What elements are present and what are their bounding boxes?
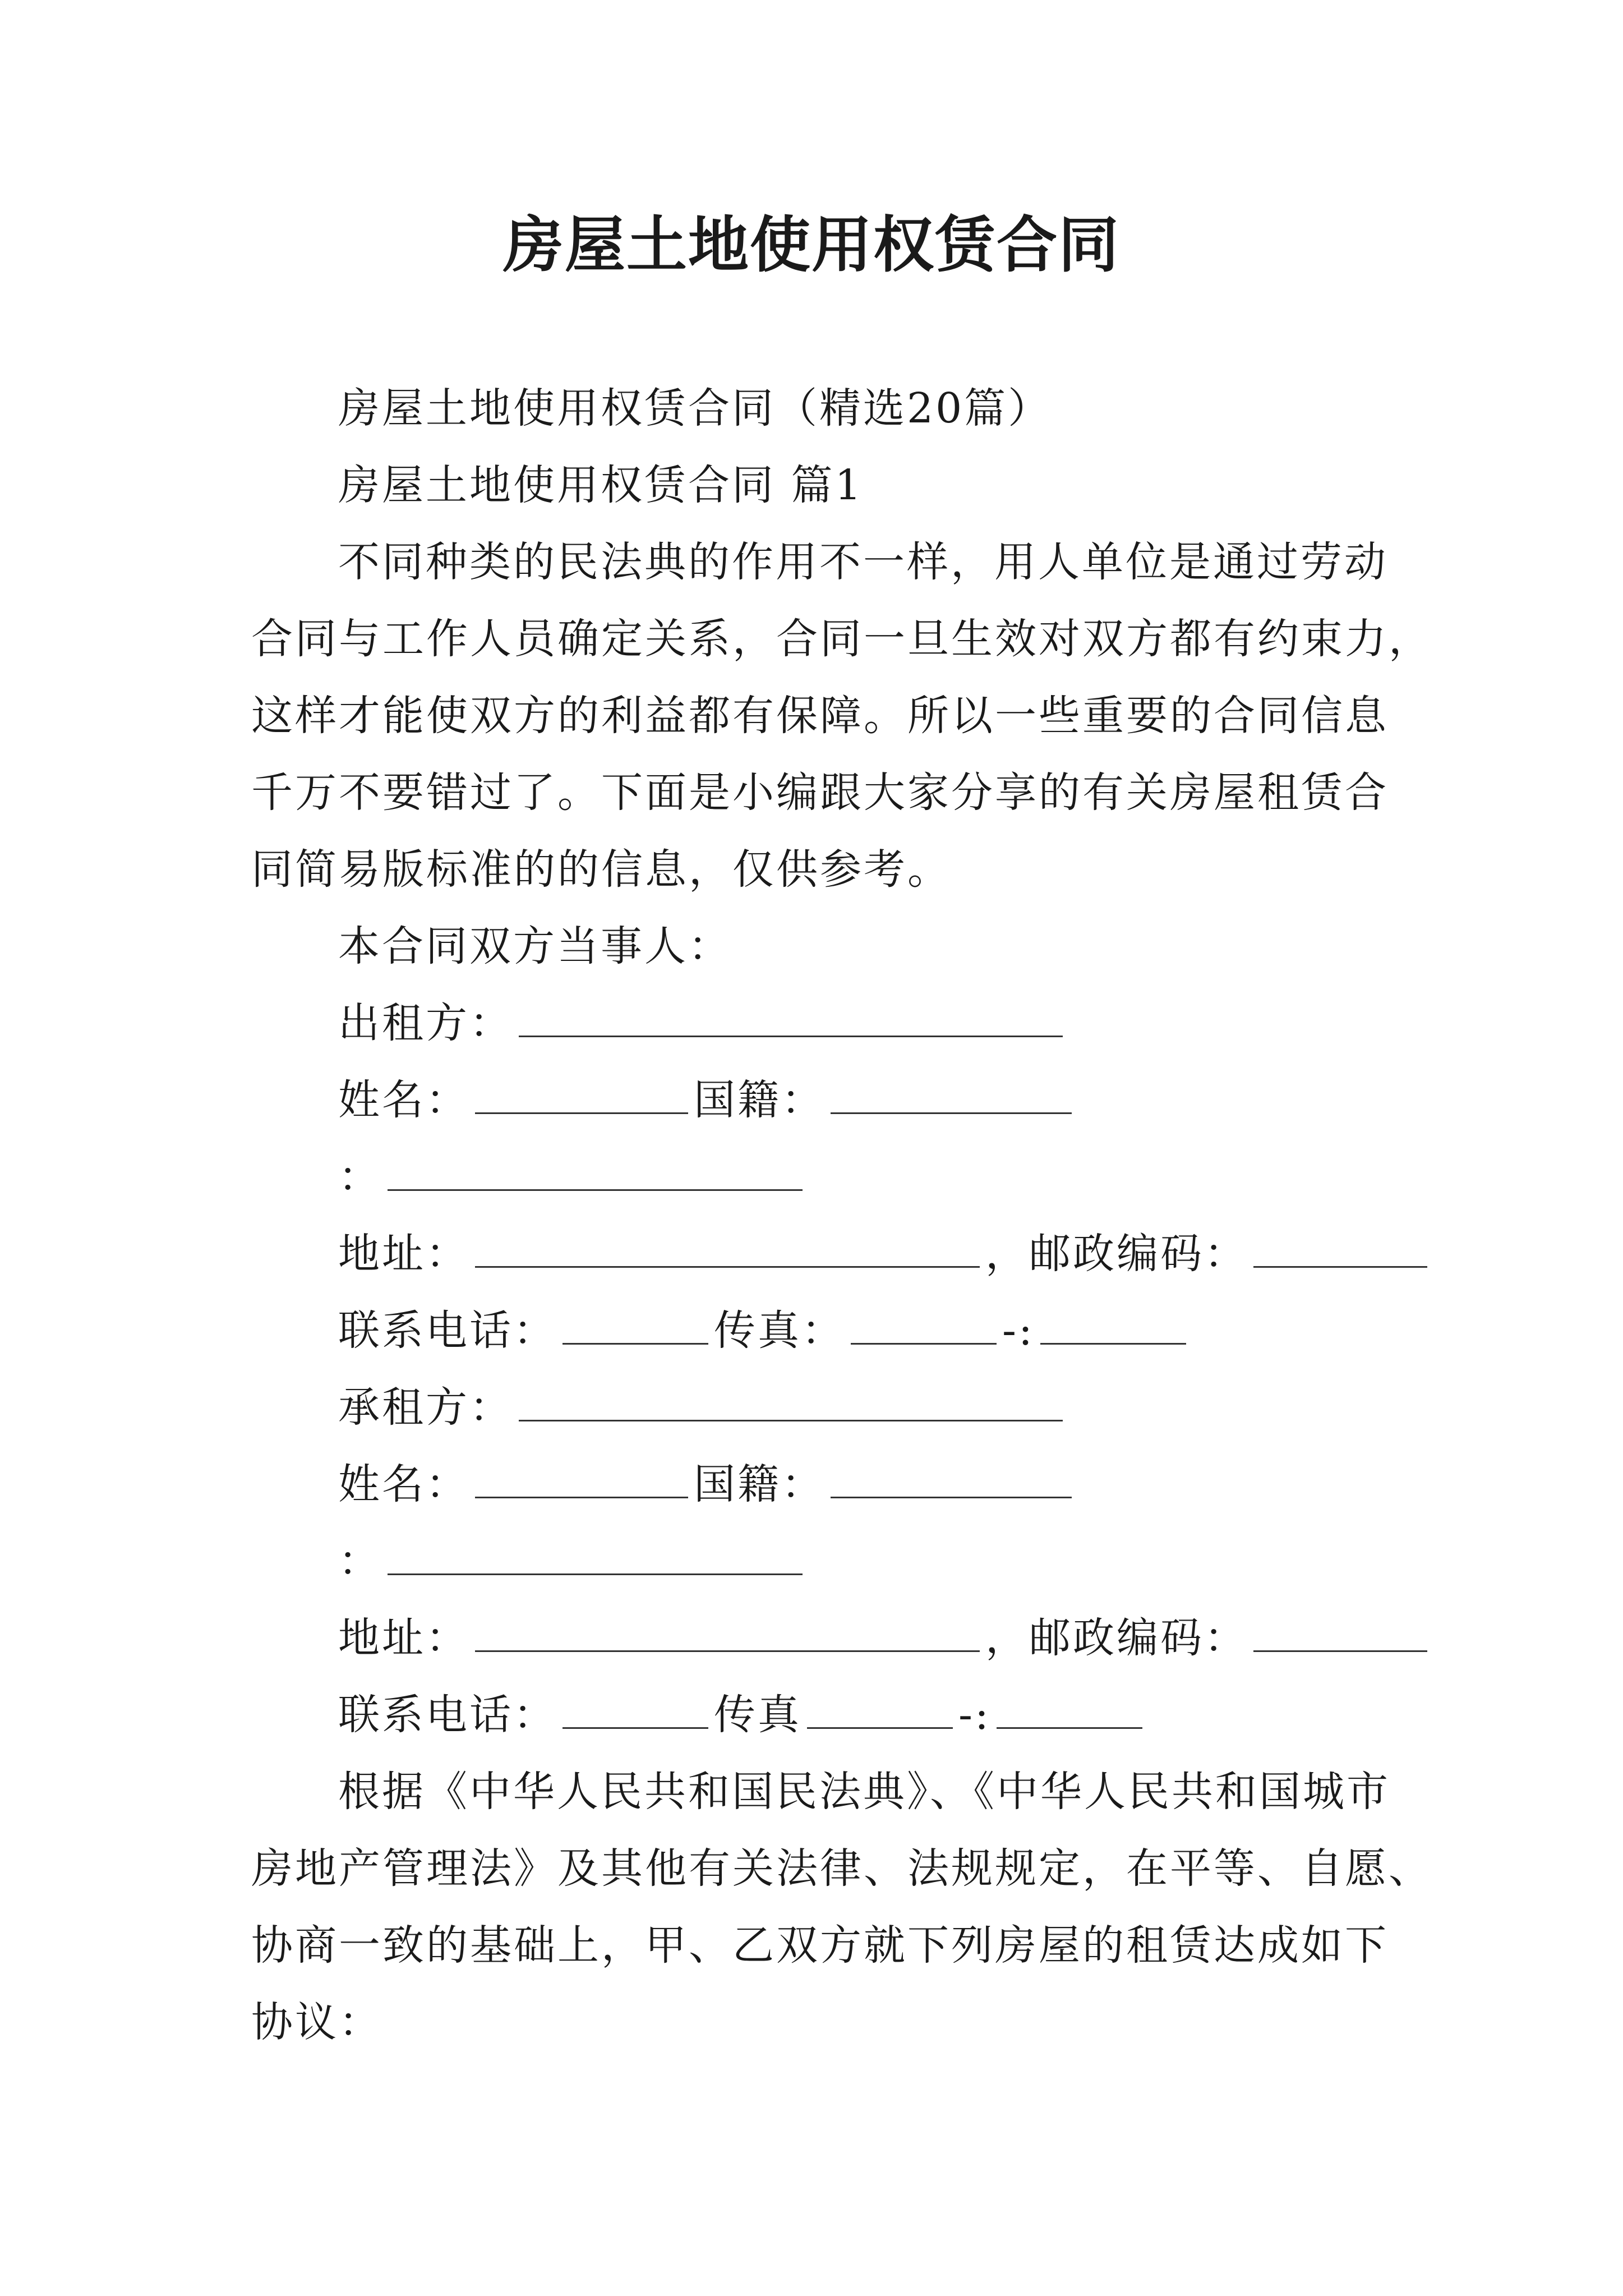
lessee-postcode-field[interactable]: [1253, 1600, 1427, 1652]
lessee-name-field[interactable]: [475, 1446, 688, 1498]
basis-line-3: 协商一致的基础上，甲、乙双方就下列房屋的租赁达成如下: [251, 1921, 1389, 1970]
postcode-label: ，邮政编码：: [985, 1614, 1248, 1662]
lessee-nationality-field[interactable]: [831, 1446, 1072, 1498]
lessor-nationality-field[interactable]: [831, 1062, 1072, 1114]
lessor-fax-field[interactable]: [851, 1292, 997, 1345]
lessee-label: 承租方：: [338, 1383, 513, 1432]
id-prefix: ：: [338, 1537, 382, 1585]
lessee-id-field[interactable]: [388, 1523, 803, 1575]
lessee-address-field[interactable]: [475, 1600, 980, 1652]
lessee-fax-field[interactable]: [807, 1677, 953, 1729]
lessee-phone-field[interactable]: [562, 1677, 708, 1729]
lessor-fax-ext-field[interactable]: [1040, 1292, 1186, 1345]
dash-label: -:: [958, 1691, 991, 1739]
lessee-field[interactable]: [519, 1369, 1063, 1421]
lessor-name-row: [251, 1062, 1378, 1139]
subtitle: 房屋土地使用权赁合同（精选20篇）: [338, 384, 1052, 432]
address-label: 地址：: [338, 1230, 469, 1278]
postcode-label: ，邮政编码：: [985, 1230, 1248, 1278]
lessee-fax-ext-field[interactable]: [997, 1677, 1142, 1729]
lessor-address-field[interactable]: [475, 1216, 980, 1268]
lessor-id-row: [251, 1139, 1378, 1216]
fax-label: 传真：: [714, 1306, 845, 1355]
lessee-address-row: [251, 1600, 1378, 1677]
intro-line-3: 这样才能使双方的利益都有保障。所以一些重要的合同信息: [251, 692, 1389, 740]
nationality-label: 国籍：: [694, 1460, 825, 1508]
basis-line-4: 协议：: [251, 1998, 382, 2046]
lessor-row: [251, 985, 1378, 1062]
document-title: 房屋土地使用权赁合同: [502, 210, 1120, 280]
basis-line-2: 房地产管理法》及其他有关法律、法规规定，在平等、自愿、: [251, 1844, 1432, 1893]
phone-label: 联系电话：: [338, 1306, 557, 1355]
lessor-phone-row: [251, 1292, 1378, 1369]
intro-line-1: 不同种类的民法典的作用不一样，用人单位是通过劳动: [338, 538, 1388, 586]
lessee-row: [251, 1369, 1378, 1446]
lessor-postcode-field[interactable]: [1253, 1216, 1427, 1268]
id-prefix: ：: [338, 1153, 382, 1201]
lessee-id-row: [251, 1523, 1378, 1600]
intro-line-2: 合同与工作人员确定关系，合同一旦生效对双方都有约束力，: [251, 615, 1432, 663]
address-label: 地址：: [338, 1614, 469, 1662]
document-body: [251, 370, 1432, 2061]
lessor-address-row: [251, 1216, 1378, 1292]
lessee-name-row: [251, 1446, 1378, 1523]
intro-line-4: 千万不要错过了。下面是小编跟大家分享的有关房屋租赁合: [251, 769, 1389, 817]
lessor-field[interactable]: [519, 985, 1063, 1037]
lessee-phone-row: [251, 1677, 1378, 1754]
fax-label: 传真: [714, 1691, 801, 1739]
lessor-label: 出租方：: [338, 999, 513, 1047]
intro-line-5: 同简易版标准的的信息，仅供参考。: [251, 845, 951, 894]
lessor-phone-field[interactable]: [562, 1292, 708, 1345]
basis-line-1: 根据《中华人民共和国民法典》、《中华人民共和国城市: [338, 1768, 1390, 1816]
section-heading: 房屋土地使用权赁合同 篇1: [338, 461, 864, 509]
parties-heading: 本合同双方当事人：: [338, 922, 732, 970]
name-label: 姓名：: [338, 1076, 469, 1124]
nationality-label: 国籍：: [694, 1076, 825, 1124]
dash-label: -:: [1002, 1306, 1035, 1355]
name-label: 姓名：: [338, 1460, 469, 1508]
lessor-name-field[interactable]: [475, 1062, 688, 1114]
lessor-id-field[interactable]: [388, 1139, 803, 1191]
phone-label: 联系电话：: [338, 1691, 557, 1739]
